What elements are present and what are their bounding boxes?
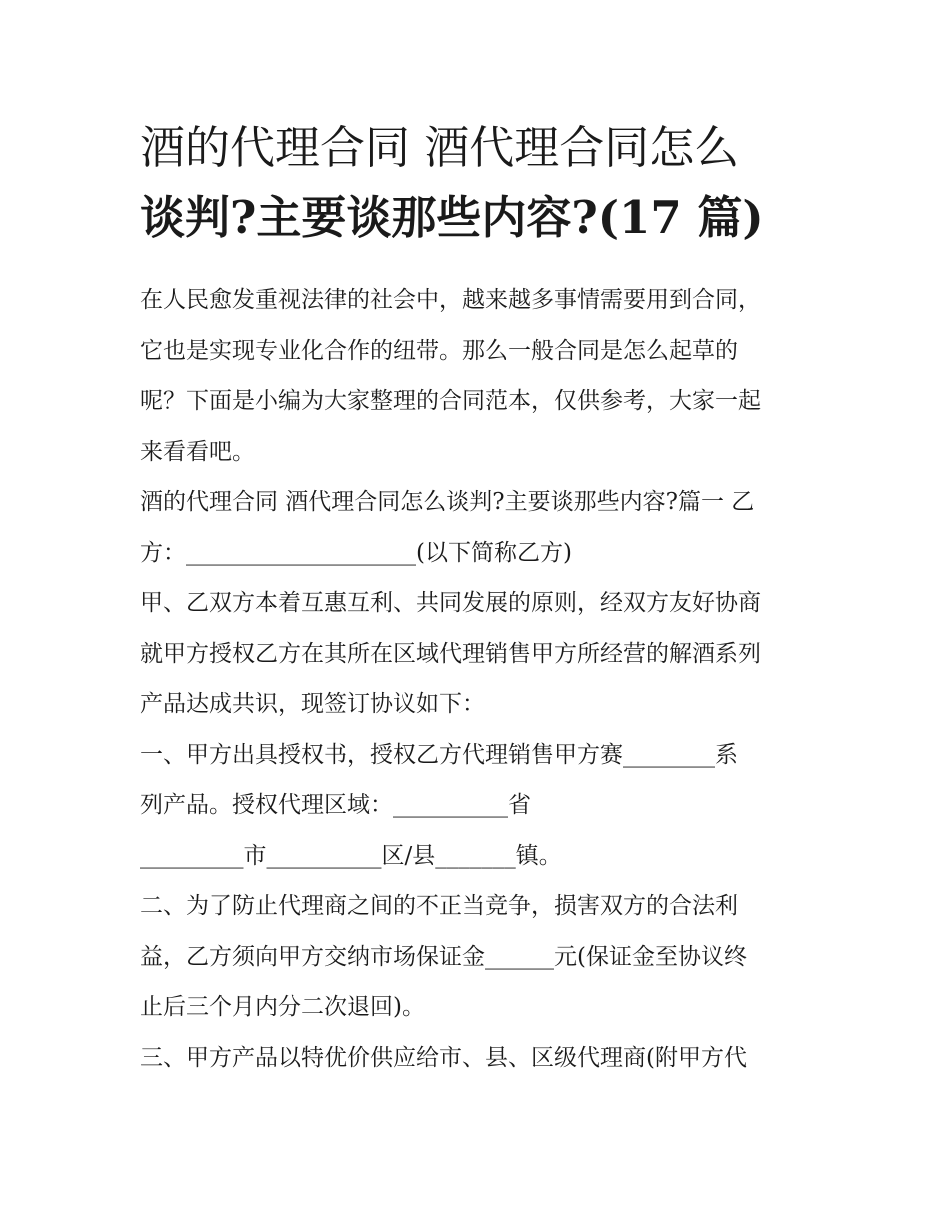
body-line: 一、甲方出具授权书，授权乙方代理销售甲方赛________系 [140, 741, 738, 768]
body-line: 益，乙方须向甲方交纳市场保证金______元(保证金至协议终 [140, 943, 747, 970]
document-title [140, 113, 820, 253]
body-line: 止后三个月内分二次退回)。 [140, 994, 425, 1020]
body-line: 来看看吧。 [140, 438, 255, 465]
body-line: _________市__________区/县_______镇。 [140, 842, 562, 869]
body-line: 列产品。授权代理区域：__________省 [140, 792, 531, 818]
body-line: 就甲方授权乙方在其所在区域代理销售甲方所经营的解酒系列 [140, 640, 761, 667]
body-line: 它也是实现专业化合作的纽带。那么一般合同是怎么起草的 [140, 337, 738, 364]
body-line: 方：____________________(以下简称乙方) [140, 539, 572, 566]
body-line: 甲、乙双方本着互惠互利、共同发展的原则，经双方友好协商 [140, 590, 761, 616]
body-line: 二、为了防止代理商之间的不正当竞争，损害双方的合法利 [140, 893, 738, 919]
title-line-2: 谈判?主要谈那些内容?(17 篇) [140, 191, 764, 244]
body-line: 产品达成共识，现签订协议如下： [140, 691, 485, 717]
document-body [140, 275, 820, 1083]
body-line: 呢？下面是小编为大家整理的合同范本，仅供参考，大家一起 [140, 388, 761, 414]
body-line: 在人民愈发重视法律的社会中，越来越多事情需要用到合同， [140, 287, 761, 313]
body-line: 酒的代理合同 酒代理合同怎么谈判?主要谈那些内容?篇一 乙 [140, 489, 755, 515]
title-line-1: 酒的代理合同 酒代理合同怎么 [140, 121, 740, 174]
body-line: 三、甲方产品以特优价供应给市、县、区级代理商(附甲方代 [140, 1044, 747, 1071]
